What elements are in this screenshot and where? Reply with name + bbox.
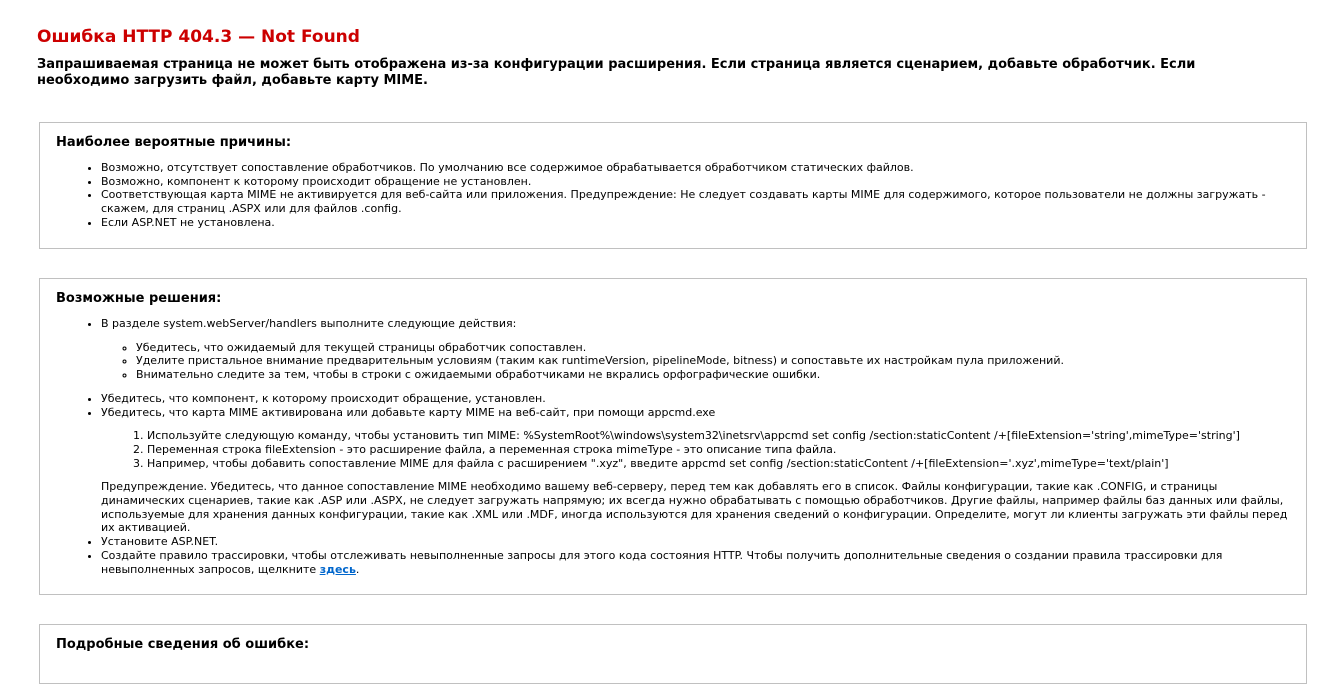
handler-steps-list <box>101 341 1290 382</box>
mime-warning: Предупреждение. Убедитесь, что данное сопоставление MIME необходимо вашему веб-серверу, перед тем как добавлять его в список. Файлы конфигурации, такие как .CONFIG, и страницы динамических сценариев, такие как .ASP или .ASPX, не следует загружать напрямую; их всегда нужно обрабатывать с помощью обработчиков. Другие файлы, например файлы баз данных или файлы, используемые для хранения данных конфигурации, такие как .XML или .MDF, иногда используются для хранения сведений о конфигурации. Определите, могут ли клиенты загружать эти файлы перед их активацией. <box>101 480 1288 535</box>
handler-step: ◦ Уделите пристальное внимание предварительным условиям (таким как runtimeVersion, pipelineMode, bitness) и сопоставьте их настройкам пула приложений. <box>136 354 1290 368</box>
mime-steps-list <box>101 429 1290 470</box>
mime-step: 1. Используйте следующую команду, чтобы установить тип MIME: %SystemRoot%\windows\system32\inetsrv\appcmd set config /section:staticContent /+[fileExtension='string',mimeType='string'] <box>147 429 1290 443</box>
mime-step: 3. Например, чтобы добавить сопоставление MIME для файла с расширением ".xyz", введите appcmd set config /section:staticContent /+[fileExtension='.xyz',mimeType='text/plain'] <box>147 457 1290 471</box>
causes-heading: Наиболее вероятные причины: <box>56 135 292 150</box>
mime-step: 2. Переменная строка fileExtension - это расширение файла, а переменная строка mimeType - это описание типа файла. <box>147 443 1290 457</box>
cause-item: • Возможно, отсутствует сопоставление обработчиков. По умолчанию все содержимое обрабатывается обработчиком статических файлов. <box>101 161 1290 175</box>
solution-item-text: Убедитесь, что карта MIME активирована или добавьте карту MIME на веб-сайт, при помощи appcmd.exe <box>101 405 716 419</box>
error-description: Запрашиваемая страница не может быть отображена из-за конфигурации расширения. Если страница является сценарием, добавьте обработчик. Если необходимо загрузить файл, добавьте карту MIME. <box>37 57 1196 88</box>
solution-item <box>101 406 1290 536</box>
solutions-section <box>39 278 1307 595</box>
solution-item: • Установите ASP.NET. <box>101 535 1290 549</box>
error-header <box>37 26 1277 89</box>
handler-step: ◦ Убедитесь, что ожидаемый для текущей страницы обработчик сопоставлен. <box>136 341 1290 355</box>
trace-rule-link[interactable]: здесь <box>319 562 356 576</box>
cause-item: • Возможно, компонент к которому происходит обращение не установлен. <box>101 175 1290 189</box>
causes-section <box>39 122 1307 249</box>
solutions-heading: Возможные решения: <box>56 291 222 306</box>
solution-item <box>101 549 1290 576</box>
solution-item <box>101 317 1290 382</box>
solution-item-text: В разделе system.webServer/handlers выполните следующие действия: <box>101 317 517 330</box>
cause-item: • Соответствующая карта MIME не активируется для веб-сайта или приложения. Предупреждение: Не следует создавать карты MIME для содержимого, которое пользователи не должны загружать - скажем, для страниц .ASPX или для файлов .config. <box>101 188 1290 215</box>
solution-item: • Убедитесь, что компонент, к которому происходит обращение, установлен. <box>101 392 1290 406</box>
error-title: Ошибка HTTP 404.3 — Not Found <box>37 27 360 47</box>
cause-item: • Если ASP.NET не установлена. <box>101 216 1290 230</box>
trace-rule-text: Создайте правило трассировки, чтобы отслеживать невыполненные запросы для этого кода состояния HTTP. Чтобы получить дополнительные сведения о создании правила трассировки для невыполненных запросов, щелкните <box>101 548 1223 576</box>
handler-step: ◦ Внимательно следите за тем, чтобы в строки с ожидаемыми обработчиками не вкрались орфографические ошибки. <box>136 368 1290 382</box>
causes-list <box>56 161 1290 230</box>
solutions-list <box>56 317 1290 576</box>
details-section <box>39 624 1307 684</box>
trace-rule-end: . <box>355 562 360 576</box>
details-heading: Подробные сведения об ошибке: <box>56 637 310 652</box>
